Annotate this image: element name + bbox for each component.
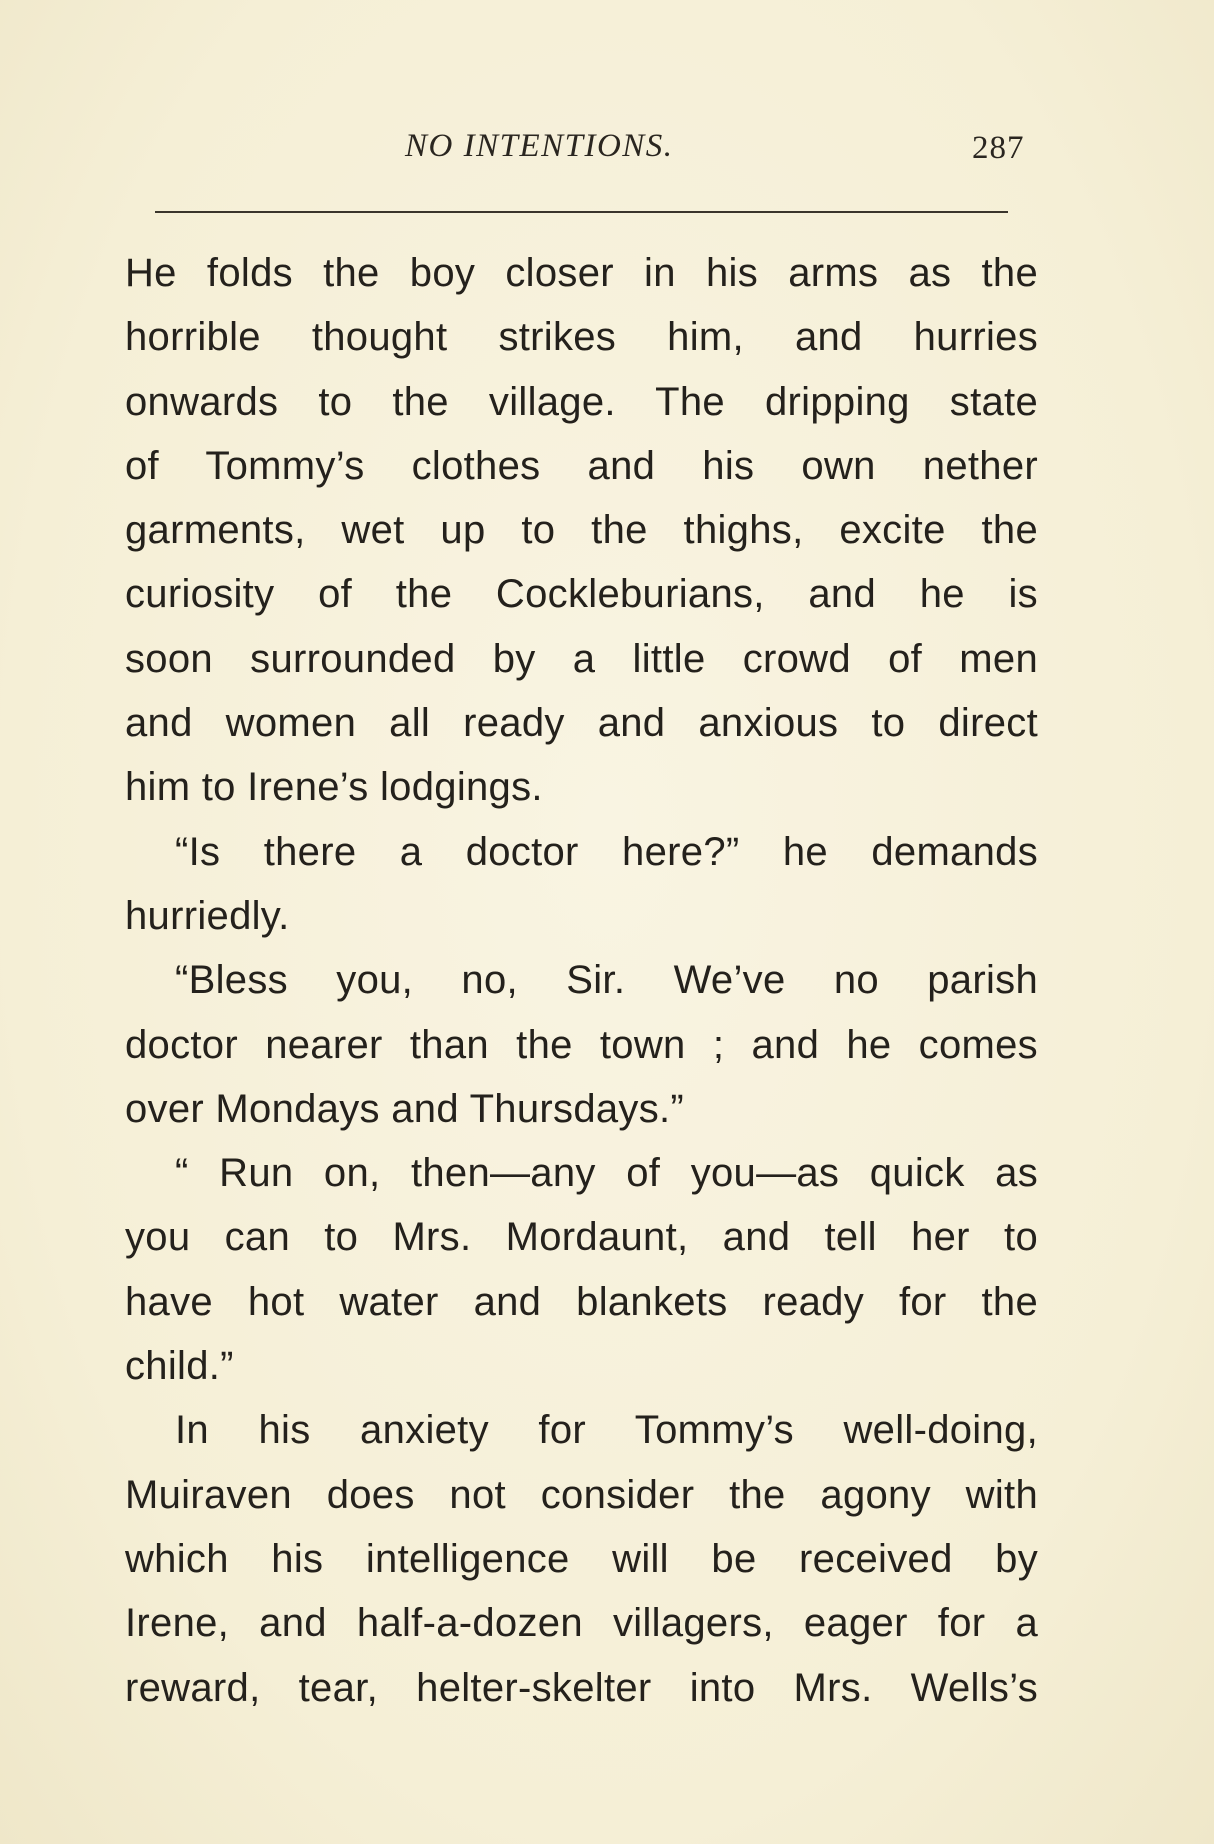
running-head: [0, 128, 1214, 168]
text-line: and women all ready and anxious to direct: [125, 701, 1038, 746]
text-line: hurriedly.: [125, 893, 290, 938]
text-line: In his anxiety for Tommy’s well-doing,: [175, 1408, 1038, 1453]
text-line: “Is there a doctor here?” he demands: [175, 829, 1038, 874]
text-line: reward, tear, helter-skelter into Mrs. Wells’s: [125, 1665, 1038, 1710]
text-line: of Tommy’s clothes and his own nether: [125, 443, 1038, 488]
text-line: Muiraven does not consider the agony with: [125, 1472, 1038, 1517]
header-rule: [155, 211, 1008, 213]
text-line: “Bless you, no, Sir. We’ve no parish: [175, 958, 1038, 1003]
page-number: 287: [972, 130, 1025, 166]
text-line: which his intelligence will be received by: [125, 1536, 1038, 1581]
text-line: soon surrounded by a little crowd of men: [125, 636, 1038, 681]
running-title: NO INTENTIONS.: [405, 128, 674, 164]
text-line: you can to Mrs. Mordaunt, and tell her to: [125, 1215, 1038, 1260]
text-line: He folds the boy closer in his arms as the: [125, 251, 1038, 295]
text-line: curiosity of the Cockleburians, and he is: [125, 572, 1038, 617]
text-line: doctor nearer than the town ; and he comes: [125, 1022, 1038, 1067]
text-line: “ Run on, then—any of you—as quick as: [175, 1151, 1038, 1196]
body-text: [125, 241, 1038, 1720]
text-line: horrible thought strikes him, and hurries: [125, 315, 1038, 360]
text-line: Irene, and half-a-dozen villagers, eager for a: [125, 1601, 1038, 1646]
text-line: garments, wet up to the thighs, excite the: [125, 508, 1038, 553]
text-line: over Mondays and Thursdays.”: [125, 1086, 685, 1131]
text-line: child.”: [125, 1344, 234, 1389]
text-line: onwards to the village. The dripping state: [125, 379, 1038, 424]
text-line: him to Irene’s lodgings.: [125, 765, 543, 810]
text-line: have hot water and blankets ready for the: [125, 1279, 1038, 1324]
